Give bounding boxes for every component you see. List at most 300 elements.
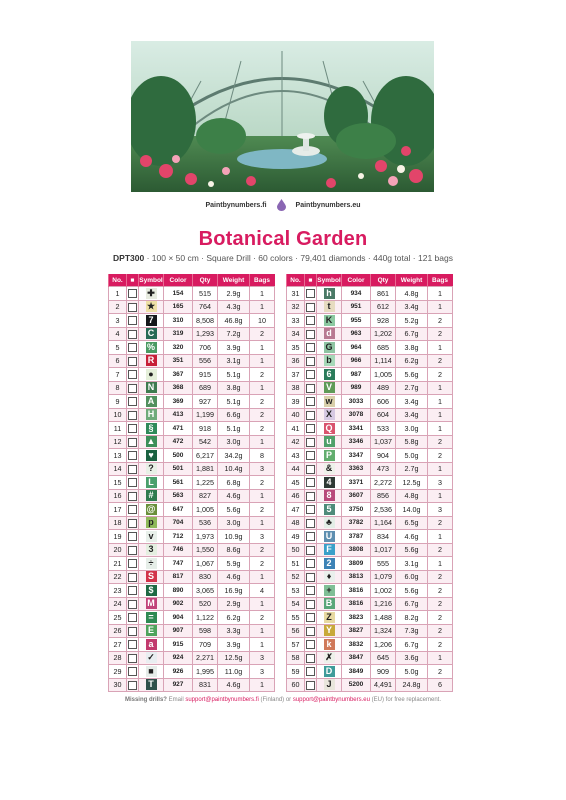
- done-checkbox[interactable]: [128, 478, 137, 487]
- row-number: 7: [109, 368, 127, 382]
- color-code: 951: [342, 300, 371, 314]
- symbol-cell: [139, 287, 164, 301]
- bags: 1: [250, 570, 275, 584]
- checkbox-cell: [305, 395, 317, 409]
- symbol-swatch: ■: [146, 666, 157, 677]
- column-header: Color: [342, 275, 371, 287]
- symbol-cell: [317, 543, 342, 557]
- table-row: [287, 665, 453, 679]
- product-code: DPT300: [113, 253, 145, 263]
- checkbox-cell: [305, 557, 317, 571]
- checkbox-cell: [127, 435, 139, 449]
- checkbox-cell: [305, 381, 317, 395]
- weight: 6.0g: [396, 570, 428, 584]
- email-link-fi[interactable]: support@paintbynumbers.fi: [185, 697, 259, 703]
- symbol-cell: [139, 678, 164, 692]
- checkbox-cell: [305, 489, 317, 503]
- symbol-cell: [317, 597, 342, 611]
- table-row: [109, 570, 275, 584]
- quantity: 1,881: [193, 462, 218, 476]
- row-number: 42: [287, 435, 305, 449]
- symbol-cell: [139, 368, 164, 382]
- symbol-swatch: 3: [146, 544, 157, 555]
- checkbox-cell: [305, 678, 317, 692]
- color-code: 964: [342, 341, 371, 355]
- done-checkbox[interactable]: [128, 343, 137, 352]
- symbol-swatch: L: [146, 477, 157, 488]
- symbol-swatch: d: [324, 328, 335, 339]
- done-checkbox[interactable]: [128, 627, 137, 636]
- done-checkbox[interactable]: [306, 357, 315, 366]
- checkbox-cell: [127, 543, 139, 557]
- done-checkbox[interactable]: [306, 438, 315, 447]
- table-row: [109, 354, 275, 368]
- table-row: [109, 543, 275, 557]
- checkbox-cell: [127, 408, 139, 422]
- table-row: [287, 570, 453, 584]
- done-checkbox[interactable]: [128, 424, 137, 433]
- bags: 2: [428, 665, 453, 679]
- bags: 3: [250, 651, 275, 665]
- quantity: 473: [371, 462, 396, 476]
- bags: 3: [250, 665, 275, 679]
- quantity: 1,114: [371, 354, 396, 368]
- table-row: [109, 476, 275, 490]
- done-checkbox[interactable]: [306, 627, 315, 636]
- done-checkbox[interactable]: [128, 654, 137, 663]
- done-checkbox[interactable]: [128, 411, 137, 420]
- color-code: 471: [164, 422, 193, 436]
- bags: 2: [428, 354, 453, 368]
- checkbox-cell: [127, 395, 139, 409]
- done-checkbox[interactable]: [306, 424, 315, 433]
- symbol-cell: [317, 678, 342, 692]
- checkbox-cell: [305, 624, 317, 638]
- weight: 3.4g: [396, 408, 428, 422]
- done-checkbox[interactable]: [128, 438, 137, 447]
- weight: 4.3g: [218, 300, 250, 314]
- table-row: [287, 381, 453, 395]
- weight: 3.8g: [218, 381, 250, 395]
- checkbox-cell: [127, 651, 139, 665]
- row-number: 27: [109, 638, 127, 652]
- table-row: [109, 327, 275, 341]
- row-number: 37: [287, 368, 305, 382]
- color-code: 902: [164, 597, 193, 611]
- product-subtitle: [0, 253, 566, 263]
- bags: 1: [250, 489, 275, 503]
- bags: 3: [428, 476, 453, 490]
- quantity: 928: [371, 314, 396, 328]
- done-checkbox[interactable]: [306, 654, 315, 663]
- row-number: 22: [109, 570, 127, 584]
- row-number: 10: [109, 408, 127, 422]
- weight: 3.0g: [218, 516, 250, 530]
- table-row: [109, 435, 275, 449]
- quantity: 1,225: [193, 476, 218, 490]
- done-checkbox[interactable]: [306, 586, 315, 595]
- done-checkbox[interactable]: [128, 505, 137, 514]
- symbol-cell: [139, 530, 164, 544]
- quantity: 1,995: [193, 665, 218, 679]
- bags: 2: [428, 516, 453, 530]
- color-code: 3371: [342, 476, 371, 490]
- done-checkbox[interactable]: [306, 465, 315, 474]
- checkbox-cell: [127, 327, 139, 341]
- done-checkbox[interactable]: [306, 370, 315, 379]
- done-checkbox[interactable]: [306, 559, 315, 568]
- table-row: [109, 651, 275, 665]
- table-row: [109, 449, 275, 463]
- done-checkbox[interactable]: [128, 316, 137, 325]
- column-header: Bags: [428, 275, 453, 287]
- color-code: 817: [164, 570, 193, 584]
- row-number: 52: [287, 570, 305, 584]
- symbol-swatch: X: [324, 409, 335, 420]
- row-number: 38: [287, 381, 305, 395]
- quantity: 520: [193, 597, 218, 611]
- color-code: 3341: [342, 422, 371, 436]
- weight: 3.0g: [396, 422, 428, 436]
- weight: 2.9g: [218, 287, 250, 301]
- checkbox-cell: [305, 341, 317, 355]
- done-checkbox[interactable]: [128, 600, 137, 609]
- bags: 3: [250, 530, 275, 544]
- symbol-swatch: ÷: [146, 558, 157, 569]
- row-number: 51: [287, 557, 305, 571]
- quantity: 2,271: [193, 651, 218, 665]
- table-row: [287, 300, 453, 314]
- email-link-eu[interactable]: support@paintbynumbers.eu: [292, 697, 370, 703]
- done-checkbox[interactable]: [306, 316, 315, 325]
- quantity: 706: [193, 341, 218, 355]
- bags: 2: [428, 449, 453, 463]
- done-checkbox[interactable]: [128, 451, 137, 460]
- table-row: [287, 449, 453, 463]
- checkbox-cell: [127, 584, 139, 598]
- table-row: [287, 597, 453, 611]
- checkbox-cell: [127, 476, 139, 490]
- symbol-swatch: ✚: [147, 287, 155, 298]
- color-code: 746: [164, 543, 193, 557]
- checkbox-cell: [127, 462, 139, 476]
- row-number: 46: [287, 489, 305, 503]
- symbol-swatch: J: [324, 679, 335, 690]
- row-number: 6: [109, 354, 127, 368]
- done-checkbox[interactable]: [128, 330, 137, 339]
- quantity: 4,491: [371, 678, 396, 692]
- bags: 2: [428, 435, 453, 449]
- checkbox-cell: [305, 354, 317, 368]
- quantity: 1,216: [371, 597, 396, 611]
- quantity: 606: [371, 395, 396, 409]
- weight: 46.8g: [218, 314, 250, 328]
- color-code: 927: [164, 678, 193, 692]
- checkbox-cell: [127, 489, 139, 503]
- checkbox-cell: [127, 381, 139, 395]
- quantity: 1,164: [371, 516, 396, 530]
- bags: 1: [250, 516, 275, 530]
- checkbox-cell: [127, 368, 139, 382]
- brand-fi-logo: Paintbynumbers.fi: [205, 201, 267, 209]
- symbol-swatch: ♦: [324, 571, 335, 582]
- color-code: 3827: [342, 624, 371, 638]
- quantity: 2,272: [371, 476, 396, 490]
- done-checkbox[interactable]: [306, 600, 315, 609]
- bags: 1: [428, 651, 453, 665]
- done-checkbox[interactable]: [306, 411, 315, 420]
- weight: 3.1g: [396, 557, 428, 571]
- weight: 5.1g: [218, 368, 250, 382]
- row-number: 30: [109, 678, 127, 692]
- symbol-swatch: Q: [325, 422, 333, 433]
- table-row: [109, 341, 275, 355]
- color-code: 3832: [342, 638, 371, 652]
- table-row: [287, 287, 453, 301]
- table-row: [287, 489, 453, 503]
- done-checkbox[interactable]: [128, 384, 137, 393]
- done-checkbox[interactable]: [306, 573, 315, 582]
- table-row: [109, 287, 275, 301]
- row-number: 11: [109, 422, 127, 436]
- symbol-swatch: 5: [324, 504, 335, 515]
- done-checkbox[interactable]: [128, 289, 137, 298]
- column-header: ■: [127, 275, 139, 287]
- symbol-cell: [317, 408, 342, 422]
- table-row: [109, 516, 275, 530]
- symbol-swatch: R: [146, 355, 157, 366]
- table-row: [109, 678, 275, 692]
- done-checkbox[interactable]: [306, 640, 315, 649]
- done-checkbox[interactable]: [128, 397, 137, 406]
- bags: 2: [250, 422, 275, 436]
- symbol-cell: [317, 557, 342, 571]
- quantity: 542: [193, 435, 218, 449]
- color-code: 3078: [342, 408, 371, 422]
- bags: 1: [250, 597, 275, 611]
- done-checkbox[interactable]: [128, 303, 137, 312]
- done-checkbox[interactable]: [128, 681, 137, 690]
- weight: 24.8g: [396, 678, 428, 692]
- quantity: 1,550: [193, 543, 218, 557]
- symbol-cell: [317, 638, 342, 652]
- color-code: 3808: [342, 543, 371, 557]
- symbol-cell: [317, 651, 342, 665]
- quantity: 6,217: [193, 449, 218, 463]
- weight: 3.3g: [218, 624, 250, 638]
- symbol-swatch: C: [146, 328, 157, 339]
- symbol-cell: [317, 435, 342, 449]
- symbol-cell: [317, 381, 342, 395]
- done-checkbox[interactable]: [128, 465, 137, 474]
- symbol-swatch: t: [324, 301, 335, 312]
- checkbox-cell: [127, 611, 139, 625]
- symbol-swatch: k: [324, 639, 335, 650]
- page-title: Botanical Garden: [198, 228, 368, 250]
- table-row: [109, 665, 275, 679]
- table-header-row: [287, 275, 453, 287]
- quantity: 515: [193, 287, 218, 301]
- bags: 10: [250, 314, 275, 328]
- row-number: 24: [109, 597, 127, 611]
- done-checkbox[interactable]: [128, 492, 137, 501]
- color-code: 3809: [342, 557, 371, 571]
- done-checkbox[interactable]: [306, 681, 315, 690]
- table-row: [109, 503, 275, 517]
- checkbox-cell: [127, 638, 139, 652]
- quantity: 685: [371, 341, 396, 355]
- quantity: 489: [371, 381, 396, 395]
- weight: 4.6g: [218, 489, 250, 503]
- checkbox-cell: [127, 597, 139, 611]
- color-code: 890: [164, 584, 193, 598]
- symbol-cell: [139, 314, 164, 328]
- quantity: 556: [193, 354, 218, 368]
- checkbox-cell: [305, 638, 317, 652]
- quantity: 827: [193, 489, 218, 503]
- color-code: 3823: [342, 611, 371, 625]
- checkbox-cell: [305, 611, 317, 625]
- column-header: Qty: [193, 275, 218, 287]
- symbol-cell: [317, 422, 342, 436]
- done-checkbox[interactable]: [128, 546, 137, 555]
- symbol-swatch: G: [325, 341, 333, 352]
- symbol-cell: [317, 462, 342, 476]
- quantity: 3,065: [193, 584, 218, 598]
- symbol-swatch: %: [146, 341, 155, 352]
- done-checkbox[interactable]: [128, 519, 137, 528]
- color-code: 154: [164, 287, 193, 301]
- checkbox-cell: [305, 287, 317, 301]
- bags: 3: [250, 462, 275, 476]
- weight: 2.7g: [396, 381, 428, 395]
- checkbox-cell: [127, 624, 139, 638]
- done-checkbox[interactable]: [306, 505, 315, 514]
- row-number: 50: [287, 543, 305, 557]
- done-checkbox[interactable]: [306, 613, 315, 622]
- weight: 5.6g: [218, 503, 250, 517]
- done-checkbox[interactable]: [306, 330, 315, 339]
- color-code: 3607: [342, 489, 371, 503]
- quantity: 1,005: [371, 368, 396, 382]
- table-row: [287, 503, 453, 517]
- symbol-swatch: Y: [324, 625, 335, 636]
- table-row: [287, 584, 453, 598]
- done-checkbox[interactable]: [128, 370, 137, 379]
- symbol-swatch: ♣: [324, 517, 335, 528]
- symbol-cell: [139, 516, 164, 530]
- weight: 2.9g: [218, 597, 250, 611]
- table-row: [109, 422, 275, 436]
- table-row: [287, 678, 453, 692]
- bags: 2: [250, 395, 275, 409]
- done-checkbox[interactable]: [128, 640, 137, 649]
- symbol-cell: [139, 381, 164, 395]
- quantity: 1,202: [371, 327, 396, 341]
- color-code: 3363: [342, 462, 371, 476]
- table-row: [287, 516, 453, 530]
- done-checkbox[interactable]: [306, 343, 315, 352]
- weight: 5.2g: [396, 314, 428, 328]
- bags: 2: [428, 368, 453, 382]
- quantity: 604: [371, 408, 396, 422]
- done-checkbox[interactable]: [128, 357, 137, 366]
- done-checkbox[interactable]: [306, 397, 315, 406]
- done-checkbox[interactable]: [306, 532, 315, 541]
- table-row: [109, 381, 275, 395]
- quantity: 764: [193, 300, 218, 314]
- done-checkbox[interactable]: [306, 546, 315, 555]
- symbol-cell: [317, 300, 342, 314]
- done-checkbox[interactable]: [306, 384, 315, 393]
- checkbox-cell: [305, 516, 317, 530]
- done-checkbox[interactable]: [306, 303, 315, 312]
- bags: 2: [428, 570, 453, 584]
- done-checkbox[interactable]: [306, 451, 315, 460]
- weight: 7.3g: [396, 624, 428, 638]
- weight: 10.4g: [218, 462, 250, 476]
- bags: 1: [250, 381, 275, 395]
- done-checkbox[interactable]: [306, 519, 315, 528]
- bags: 2: [428, 327, 453, 341]
- weight: 6.7g: [396, 597, 428, 611]
- color-code: 987: [342, 368, 371, 382]
- done-checkbox[interactable]: [128, 559, 137, 568]
- table-row: [287, 354, 453, 368]
- done-checkbox[interactable]: [128, 667, 137, 676]
- weight: 11.0g: [218, 665, 250, 679]
- bags: 2: [428, 584, 453, 598]
- row-number: 8: [109, 381, 127, 395]
- column-header: Bags: [250, 275, 275, 287]
- symbol-cell: [139, 435, 164, 449]
- symbol-swatch: #: [146, 490, 157, 501]
- column-header: Weight: [396, 275, 428, 287]
- done-checkbox[interactable]: [128, 532, 137, 541]
- greenhouse-illustration: [131, 41, 434, 192]
- done-checkbox[interactable]: [306, 478, 315, 487]
- bags: 1: [250, 300, 275, 314]
- checkbox-cell: [305, 300, 317, 314]
- color-code: 3750: [342, 503, 371, 517]
- symbol-swatch: U: [324, 531, 335, 542]
- done-checkbox[interactable]: [306, 289, 315, 298]
- done-checkbox[interactable]: [306, 667, 315, 676]
- color-code: 3847: [342, 651, 371, 665]
- row-number: 14: [109, 462, 127, 476]
- checkbox-cell: [127, 503, 139, 517]
- weight: 5.6g: [396, 543, 428, 557]
- symbol-cell: [139, 395, 164, 409]
- done-checkbox[interactable]: [128, 613, 137, 622]
- bags: 2: [250, 368, 275, 382]
- quantity: 1,017: [371, 543, 396, 557]
- table-row: [287, 435, 453, 449]
- color-code: 3787: [342, 530, 371, 544]
- row-number: 9: [109, 395, 127, 409]
- symbol-swatch: K: [324, 315, 335, 326]
- symbol-swatch: A: [146, 396, 157, 407]
- symbol-swatch: v: [146, 531, 157, 542]
- done-checkbox[interactable]: [306, 492, 315, 501]
- footer-text: (Finland) or: [260, 697, 292, 703]
- weight: 6.2g: [218, 611, 250, 625]
- symbol-swatch: 2: [324, 558, 335, 569]
- bags: 2: [428, 543, 453, 557]
- color-code: 561: [164, 476, 193, 490]
- done-checkbox[interactable]: [128, 573, 137, 582]
- done-checkbox[interactable]: [128, 586, 137, 595]
